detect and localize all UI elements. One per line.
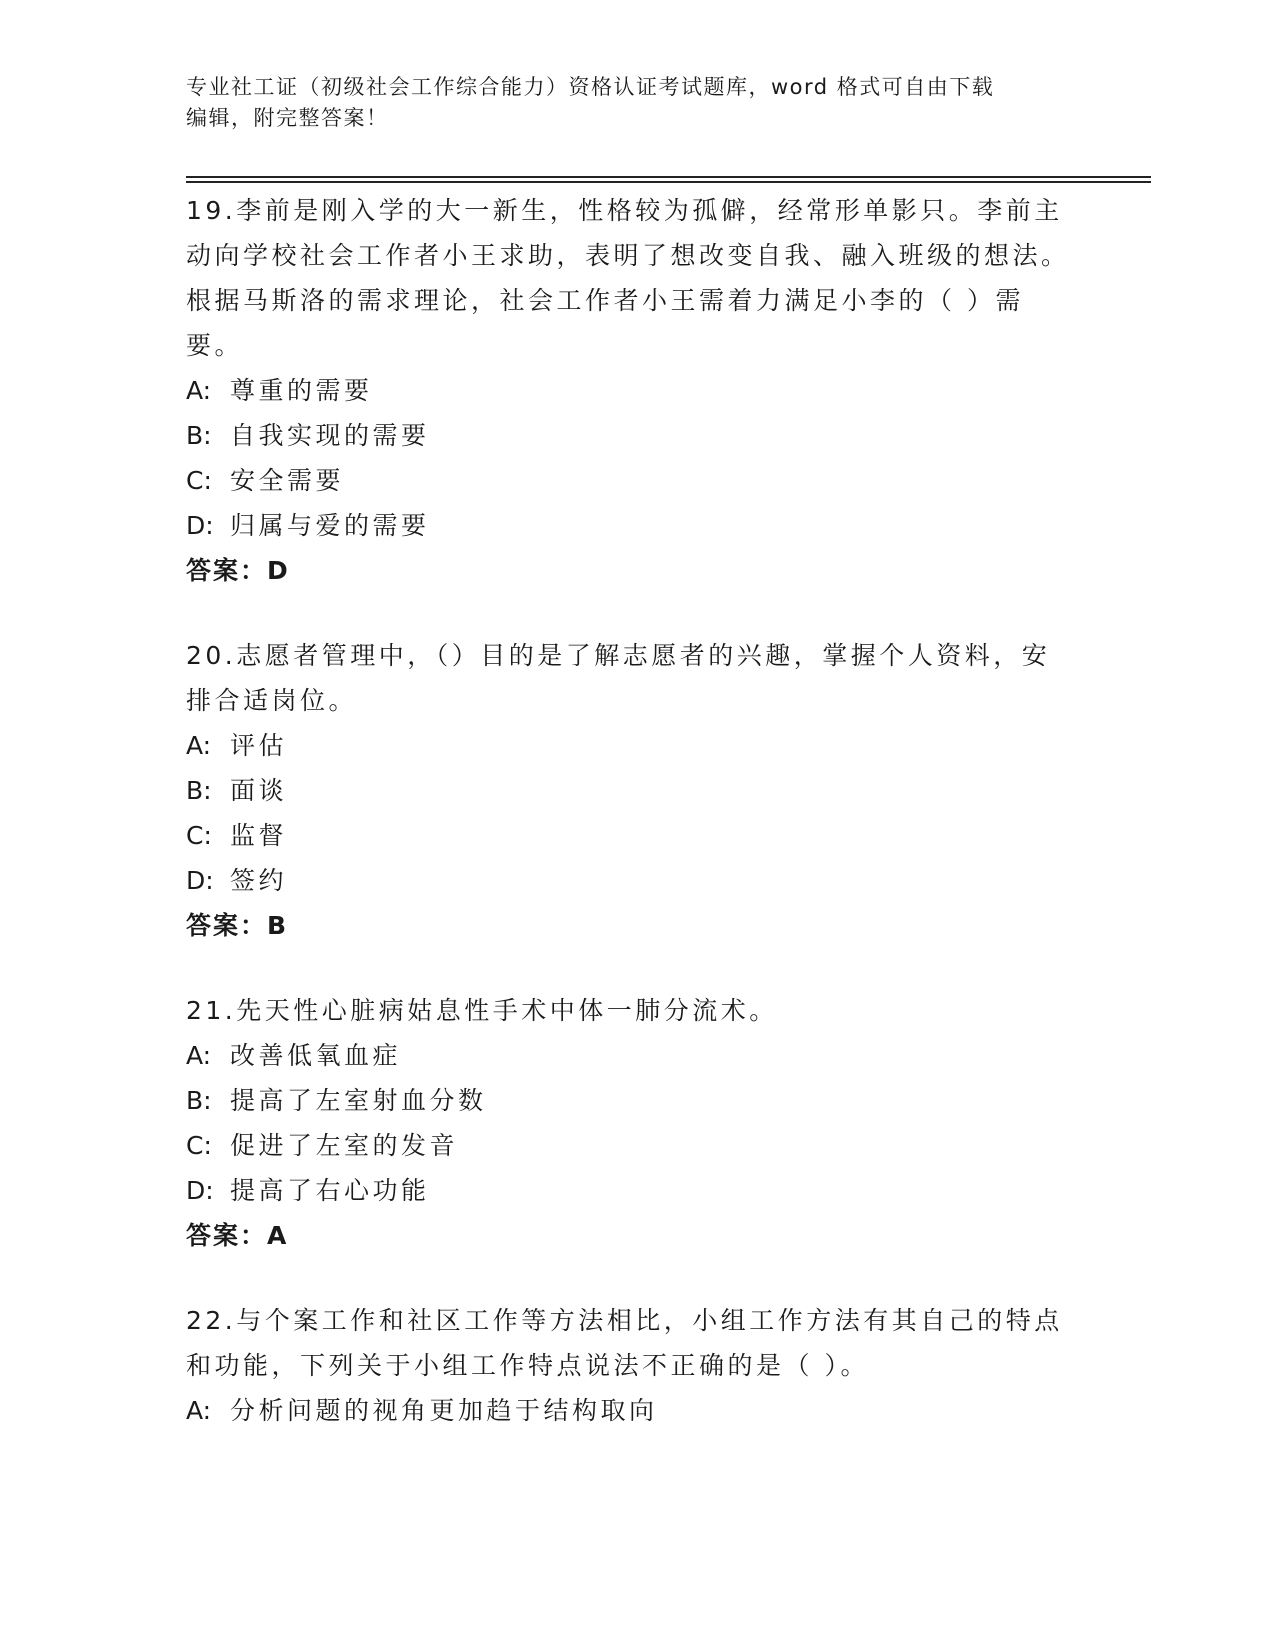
option-text: 分析问题的视角更加趋于结构取向: [230, 1396, 658, 1425]
option-text: 监督: [230, 821, 288, 850]
answer-line: 答案：A: [186, 1221, 289, 1250]
question-20: [186, 633, 1076, 948]
option-d: [186, 503, 1076, 548]
option-key: A:: [186, 376, 212, 405]
option-key: A:: [186, 1041, 212, 1070]
header-rule-bottom: [186, 181, 1151, 183]
question-text: 20.志愿者管理中，（）目的是了解志愿者的兴趣，掌握个人资料，安排合适岗位。: [186, 641, 1051, 715]
option-c: [186, 458, 1076, 503]
option-key: D:: [186, 866, 214, 895]
header-line-2: 编辑，附完整答案！: [186, 106, 389, 130]
option-text: 尊重的需要: [230, 376, 373, 405]
header-line-1: 专业社工证（初级社会工作综合能力）资格认证考试题库，word 格式可自由下载: [186, 75, 995, 99]
option-key: A:: [186, 1396, 212, 1425]
option-c: [186, 813, 1076, 858]
question-text: 22.与个案工作和社区工作等方法相比，小组工作方法有其自己的特点和功能，下列关于小组工作特点说法不正确的是（ ）。: [186, 1306, 1063, 1380]
option-key: A:: [186, 731, 212, 760]
option-d: [186, 1168, 1076, 1213]
answer-line: 答案：B: [186, 911, 289, 940]
option-a: [186, 1388, 1076, 1433]
option-text: 评估: [230, 731, 288, 760]
option-key: B:: [186, 421, 212, 450]
option-b: [186, 1078, 1076, 1123]
option-key: C:: [186, 821, 212, 850]
option-text: 改善低氧血症: [230, 1041, 402, 1070]
option-text: 提高了左室射血分数: [230, 1086, 487, 1115]
option-c: [186, 1123, 1076, 1168]
option-text: 促进了左室的发音: [230, 1131, 459, 1160]
question-22: [186, 1298, 1076, 1433]
question-19: [186, 188, 1076, 593]
option-a: [186, 1033, 1076, 1078]
option-text: 自我实现的需要: [230, 421, 430, 450]
option-key: B:: [186, 776, 212, 805]
question-21: [186, 988, 1076, 1258]
option-key: D:: [186, 1176, 214, 1205]
option-a: [186, 723, 1076, 768]
option-key: C:: [186, 1131, 212, 1160]
question-text: 21.先天性心脏病姑息性手术中体一肺分流术。: [186, 996, 778, 1025]
option-b: [186, 413, 1076, 458]
option-key: D:: [186, 511, 214, 540]
option-key: B:: [186, 1086, 212, 1115]
question-list: [186, 188, 1076, 1473]
option-text: 归属与爱的需要: [230, 511, 430, 540]
document-header: [186, 72, 1066, 134]
option-b: [186, 768, 1076, 813]
question-text: 19.李前是刚入学的大一新生，性格较为孤僻，经常形单影只。李前主动向学校社会工作者小王求助，表明了想改变自我、融入班级的想法。根据马斯洛的需求理论，社会工作者小王需着力满足小李的（ ）需要。: [186, 196, 1070, 360]
option-key: C:: [186, 466, 212, 495]
option-text: 签约: [230, 866, 288, 895]
header-rule-top: [186, 176, 1151, 178]
option-text: 提高了右心功能: [230, 1176, 430, 1205]
option-text: 安全需要: [230, 466, 345, 495]
option-a: [186, 368, 1076, 413]
option-text: 面谈: [230, 776, 288, 805]
option-d: [186, 858, 1076, 903]
answer-line: 答案：D: [186, 556, 290, 585]
